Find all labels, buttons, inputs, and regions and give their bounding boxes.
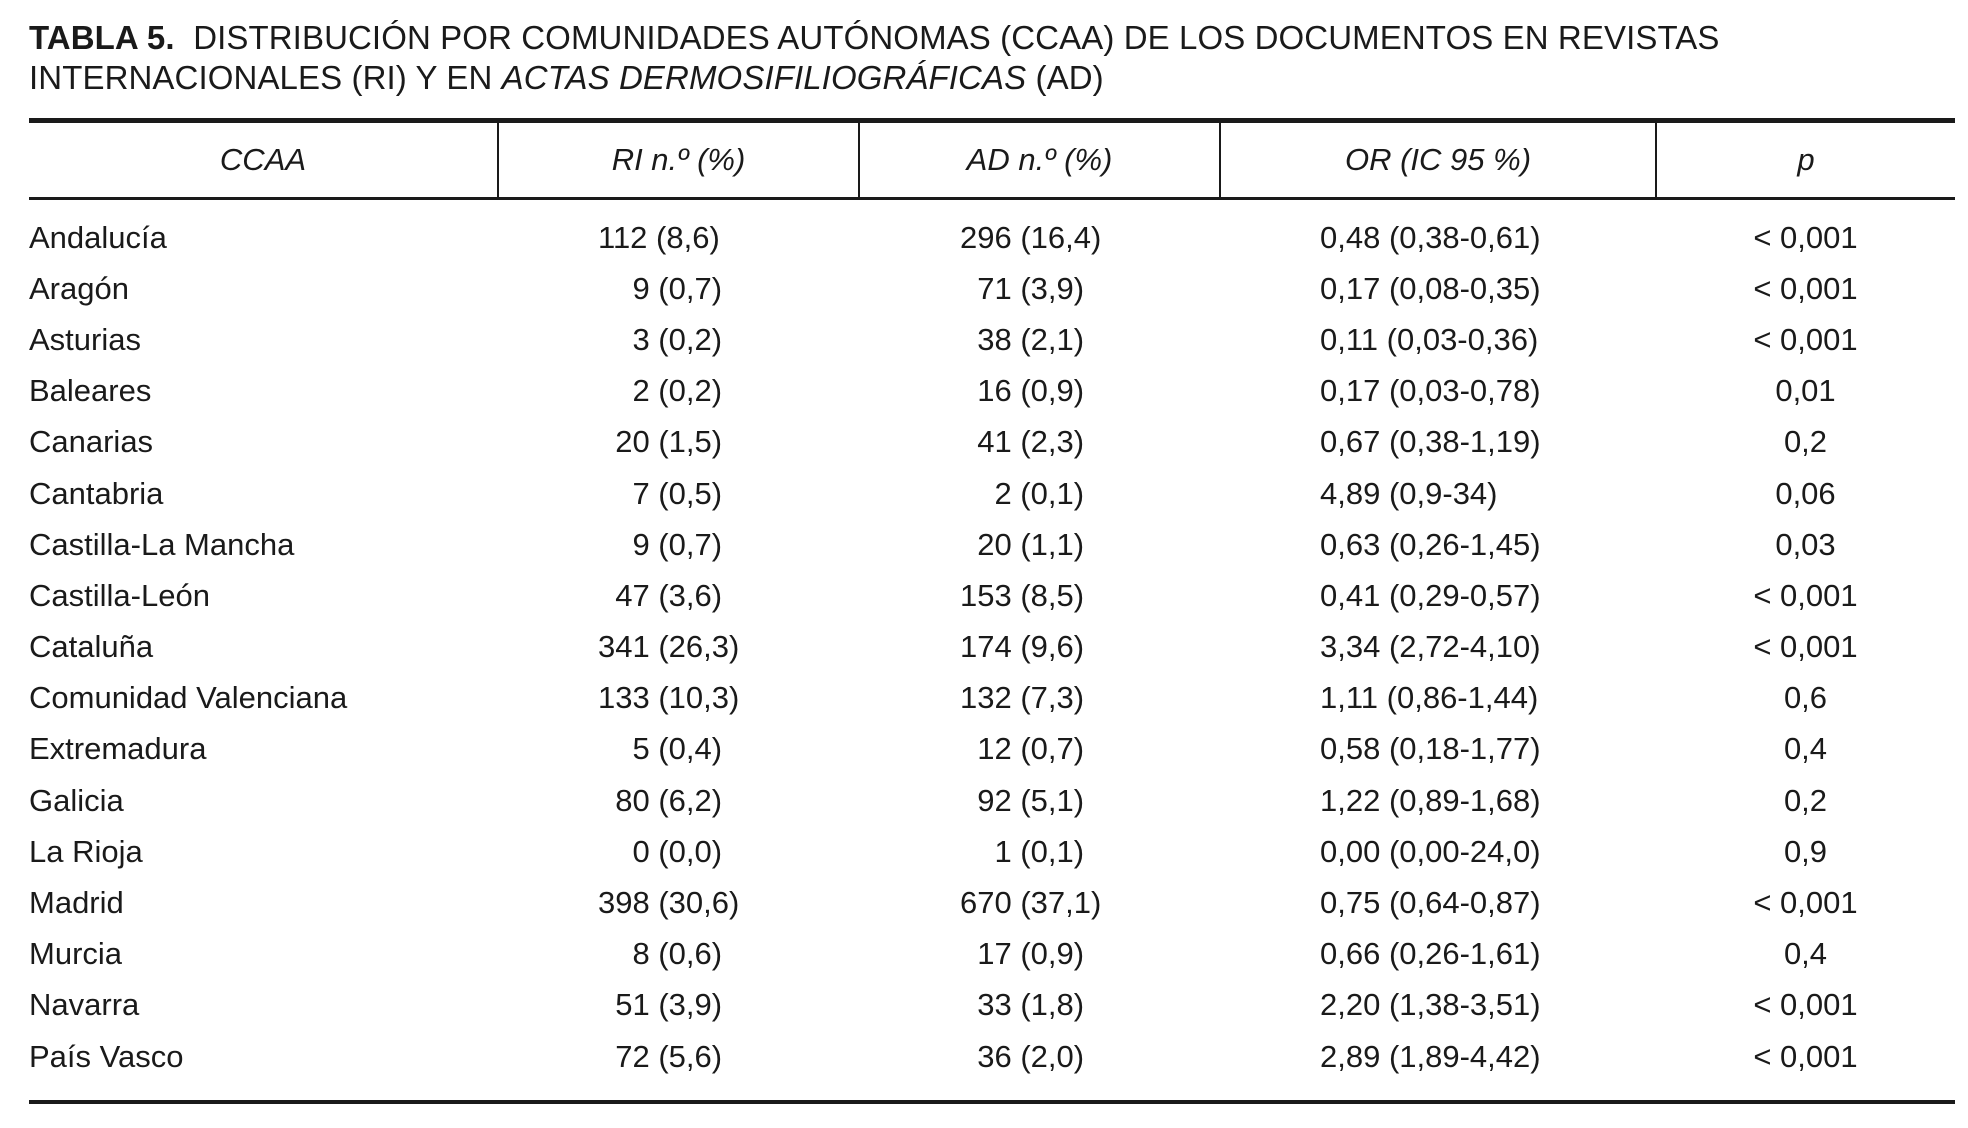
- cell-ad: 296 (16,4): [960, 219, 1102, 255]
- cell-ad: 670 (37,1): [960, 885, 1102, 921]
- cell-ccaa: Baleares: [29, 373, 152, 409]
- table-row: [29, 314, 1955, 365]
- cell-ri: 51 (3,9): [598, 987, 723, 1023]
- header-row: [29, 121, 1955, 199]
- cell-ccaa: Aragón: [29, 270, 129, 306]
- cell-ri: 47 (3,6): [598, 577, 723, 613]
- cell-ccaa: Extremadura: [29, 731, 207, 767]
- cell-or: 0,11 (0,03-0,36): [1320, 321, 1539, 357]
- cell-or: 0,00 (0,00-24,0): [1320, 833, 1541, 869]
- cell-ri: 80 (6,2): [598, 782, 723, 818]
- cell-ri: 8 (0,6): [598, 936, 723, 972]
- cell-p: < 0,001: [1753, 987, 1858, 1023]
- cell-ccaa: Cataluña: [29, 629, 154, 665]
- cell-ri: 3 (0,2): [598, 321, 723, 357]
- table-row: [29, 1031, 1955, 1082]
- table-row: [29, 468, 1955, 519]
- cell-ri: 20 (1,5): [598, 424, 723, 460]
- cell-ri: 7 (0,5): [598, 475, 723, 511]
- cell-or: 3,34 (2,72-4,10): [1320, 629, 1541, 665]
- header-ccaa: CCAA: [219, 142, 307, 177]
- header-ad: AD n.º (%): [859, 121, 1220, 199]
- cell-ri: 398 (30,6): [598, 885, 740, 921]
- cell-p: < 0,001: [1753, 321, 1858, 357]
- cell-ri: 2 (0,2): [598, 373, 723, 409]
- cell-ri: 5 (0,4): [598, 731, 723, 767]
- table-row: [29, 519, 1955, 570]
- page: [29, 18, 1955, 1104]
- cell-ccaa: Castilla-La Mancha: [29, 526, 295, 562]
- table-row: [29, 263, 1955, 314]
- header-p: p: [1656, 121, 1955, 199]
- cell-ad: 36 (2,0): [960, 1038, 1085, 1074]
- cell-p: 0,9: [1783, 833, 1828, 869]
- table-row: [29, 826, 1955, 877]
- cell-ad: 20 (1,1): [960, 526, 1085, 562]
- cell-ri: 133 (10,3): [598, 680, 740, 716]
- cell-ccaa: País Vasco: [29, 1038, 184, 1074]
- cell-or: 0,48 (0,38-0,61): [1320, 219, 1541, 255]
- cell-or: 0,58 (0,18-1,77): [1320, 731, 1541, 767]
- table-row: [29, 366, 1955, 417]
- cell-or: 0,75 (0,64-0,87): [1320, 885, 1541, 921]
- caption-text: DISTRIBUCIÓN POR COMUNIDADES AUTÓNOMAS (CCAA) DE LOS DOCUMENTOS EN REVISTAS INTERNACIONALES (RI) Y EN: [29, 19, 1720, 96]
- cell-ri: 9 (0,7): [598, 526, 723, 562]
- bottom-rule: [29, 1100, 1955, 1104]
- cell-or: 0,67 (0,38-1,19): [1320, 424, 1541, 460]
- cell-p: 0,2: [1783, 782, 1828, 818]
- cell-ad: 1 (0,1): [960, 833, 1085, 869]
- cell-p: < 0,001: [1753, 885, 1858, 921]
- cell-ad: 38 (2,1): [960, 321, 1085, 357]
- caption-journal-name: ACTAS DERMOSIFILIOGRÁFICAS: [501, 59, 1027, 96]
- cell-ad: 12 (0,7): [960, 731, 1085, 767]
- cell-ccaa: Madrid: [29, 885, 124, 921]
- cell-ri: 341 (26,3): [598, 629, 740, 665]
- table-row: [29, 417, 1955, 468]
- cell-p: 0,06: [1775, 475, 1836, 511]
- cell-ccaa: La Rioja: [29, 833, 143, 869]
- table-row: [29, 980, 1955, 1031]
- cell-p: 0,4: [1783, 731, 1828, 767]
- cell-ad: 41 (2,3): [960, 424, 1085, 460]
- table-row: [29, 724, 1955, 775]
- cell-ccaa: Andalucía: [29, 219, 167, 255]
- cell-ad: 2 (0,1): [960, 475, 1085, 511]
- cell-or: 2,20 (1,38-3,51): [1320, 987, 1541, 1023]
- header-or: OR (IC 95 %): [1220, 121, 1656, 199]
- table-row: [29, 622, 1955, 673]
- table-row: [29, 212, 1955, 263]
- cell-ad: 174 (9,6): [960, 629, 1085, 665]
- table-header: [29, 121, 1955, 199]
- caption-text-end: (AD): [1035, 59, 1104, 96]
- cell-or: 1,22 (0,89-1,68): [1320, 782, 1541, 818]
- table-row: [29, 570, 1955, 621]
- cell-p: 0,6: [1783, 680, 1828, 716]
- cell-or: 0,41 (0,29-0,57): [1320, 577, 1541, 613]
- cell-ad: 92 (5,1): [960, 782, 1085, 818]
- table-row: [29, 775, 1955, 826]
- cell-ccaa: Castilla-León: [29, 577, 210, 613]
- header-spacer: [29, 199, 1955, 213]
- header-ri: RI n.º (%): [498, 121, 859, 199]
- cell-or: 0,17 (0,03-0,78): [1320, 373, 1541, 409]
- table-body: [29, 199, 1955, 1083]
- cell-ccaa: Asturias: [29, 321, 141, 357]
- cell-or: 0,63 (0,26-1,45): [1320, 526, 1541, 562]
- cell-ad: 132 (7,3): [960, 680, 1085, 716]
- cell-ad: 16 (0,9): [960, 373, 1085, 409]
- cell-p: 0,03: [1775, 526, 1836, 562]
- cell-p: 0,4: [1783, 936, 1828, 972]
- cell-p: < 0,001: [1753, 1038, 1858, 1074]
- table-row: [29, 929, 1955, 980]
- cell-ccaa: Canarias: [29, 424, 154, 460]
- cell-ad: 33 (1,8): [960, 987, 1085, 1023]
- cell-ri: 9 (0,7): [598, 270, 723, 306]
- cell-p: 0,01: [1775, 373, 1836, 409]
- cell-ccaa: Galicia: [29, 782, 124, 818]
- table-caption: [29, 18, 1955, 98]
- table-row: [29, 673, 1955, 724]
- cell-ad: 153 (8,5): [960, 577, 1085, 613]
- cell-ri: 72 (5,6): [598, 1038, 723, 1074]
- cell-p: < 0,001: [1753, 629, 1858, 665]
- cell-or: 0,66 (0,26-1,61): [1320, 936, 1541, 972]
- cell-p: < 0,001: [1753, 577, 1858, 613]
- cell-ccaa: Cantabria: [29, 475, 164, 511]
- cell-ccaa: Comunidad Valenciana: [29, 680, 348, 716]
- cell-or: 4,89 (0,9-34): [1320, 475, 1498, 511]
- cell-or: 0,17 (0,08-0,35): [1320, 270, 1541, 306]
- cell-ad: 71 (3,9): [960, 270, 1085, 306]
- table-row: [29, 877, 1955, 928]
- cell-ri: 0 (0,0): [598, 833, 723, 869]
- cell-p: 0,2: [1783, 424, 1828, 460]
- cell-or: 1,11 (0,86-1,44): [1320, 680, 1539, 716]
- cell-ccaa: Navarra: [29, 987, 140, 1023]
- cell-ccaa: Murcia: [29, 936, 123, 972]
- cell-p: < 0,001: [1753, 219, 1858, 255]
- table-label: TABLA 5.: [29, 19, 175, 56]
- cell-ri: 112 (8,6): [598, 219, 720, 255]
- cell-p: < 0,001: [1753, 270, 1858, 306]
- data-table: [29, 118, 1955, 1082]
- cell-ad: 17 (0,9): [960, 936, 1085, 972]
- cell-or: 2,89 (1,89-4,42): [1320, 1038, 1541, 1074]
